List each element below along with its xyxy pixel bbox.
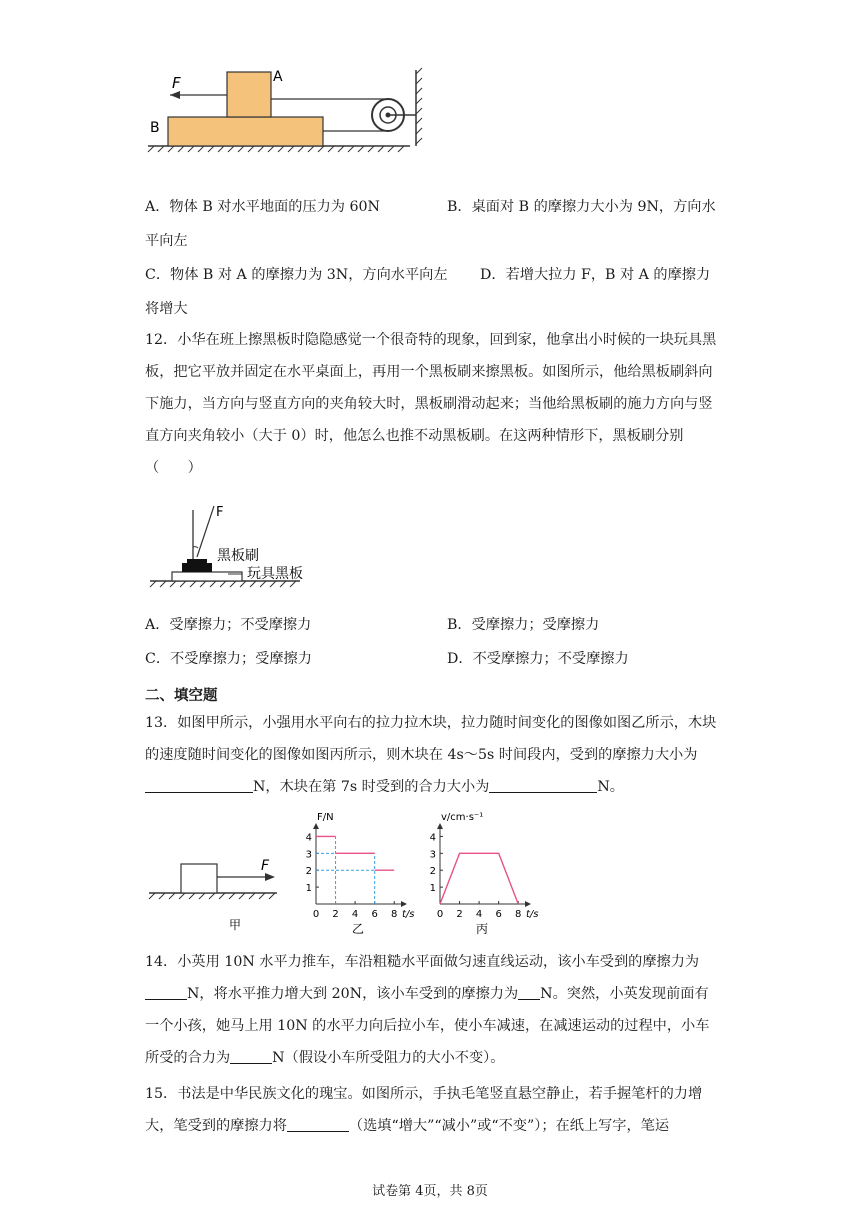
q15-question [145, 1078, 720, 1142]
q11-option-b: B．桌面对 B 的摩擦力大小为 9N，方向水 [447, 199, 716, 215]
q15-text-1: 15．书法是中华民族文化的瑰宝。如图所示，手执毛笔竖直悬空静止，若手握笔杆的力增大，笔受到的摩擦力将 [145, 1086, 703, 1134]
brush-base [182, 563, 212, 572]
y-tick-label: 1 [305, 883, 312, 895]
toy-blackboard [172, 572, 242, 581]
fig13-caption-jia: 甲 [229, 918, 242, 932]
x-tick-label: 0 [436, 909, 444, 920]
y-tick-label: 2 [429, 866, 436, 878]
q11-option-b-cont: 平向左 [145, 233, 188, 249]
q14-text-2: N，将水平推力增大到 20N，该小车受到的摩擦力为 [187, 986, 519, 1002]
chart-caption: 乙 [351, 922, 365, 936]
q14-question [145, 946, 720, 1074]
x-axis-arrow [401, 901, 407, 907]
x-tick-label: 6 [495, 909, 502, 920]
y-axis-label: F/N [317, 812, 334, 823]
q15-text-2: （选填“增大”“减小”或“不变”）；在纸上写字，笔运 [348, 1118, 670, 1134]
x-tick-label: 4 [475, 909, 483, 920]
x-tick-label: 2 [332, 909, 339, 920]
x-axis-label: t/s [526, 909, 539, 920]
q15-blank-1[interactable] [287, 1115, 349, 1132]
page-footer: 试卷第 4页，共 8页 [372, 1184, 488, 1199]
q13-text-1: 13．如图甲所示，小强用水平向右的拉力拉木块，拉力随时间变化的图像如图乙所示，木块的速度随时间变化的图像如图丙所示，则木块在 4s～5s 时间段内，受到的摩擦力大小为 [145, 715, 717, 763]
q11-option-d: D．若增大拉力 F，B 对 A 的摩擦力 [480, 267, 711, 283]
fig12-label-f: F [216, 505, 224, 520]
label-b: B [150, 120, 160, 136]
q14-blank-2[interactable] [518, 983, 540, 1000]
section-heading: 二、填空题 [145, 688, 218, 704]
chart-caption: 丙 [475, 922, 489, 936]
q14-text-3: N。突然，小英发现前面有一个小孩，她马上用 10N 的水平力向后拉小车，使小车减速，在减速运动的过程中，小车所受的合力为 [145, 986, 710, 1066]
q12-figure [150, 502, 330, 592]
y-axis-arrow [313, 823, 319, 829]
q14-blank-1[interactable] [145, 983, 187, 1000]
x-tick-label: 2 [456, 909, 463, 920]
fig12-label-brush: 黑板刷 [217, 548, 259, 564]
q13-chart-bing [424, 812, 539, 936]
y-tick-label: 4 [429, 832, 436, 844]
fig13-label-f: F [261, 858, 270, 874]
y-axis-label: v/cm·s⁻¹ [441, 812, 484, 823]
block-a [227, 72, 271, 117]
label-a: A [273, 69, 283, 85]
label-f: F [172, 74, 181, 92]
q12-option-d: D．不受摩擦力；不受摩擦力 [447, 651, 629, 667]
series-line [440, 853, 518, 904]
q13-blank-1[interactable] [145, 776, 253, 793]
q13-blank-2[interactable] [489, 776, 597, 793]
q13-figure-jia [145, 855, 285, 935]
y-tick-label: 3 [429, 849, 436, 861]
x-tick-label: 0 [312, 909, 320, 920]
q13-chart-yi [300, 812, 415, 936]
x-tick-label: 4 [351, 909, 359, 920]
q11-figure [140, 60, 440, 160]
x-tick-label: 6 [371, 909, 378, 920]
q13-text-3: N。 [597, 779, 624, 795]
fig12-label-board: 玩具黑板 [247, 566, 303, 582]
x-tick-label: 8 [391, 909, 398, 920]
q12-option-a: A．受摩擦力；不受摩擦力 [145, 617, 312, 633]
block-b [168, 117, 323, 146]
q13-text-2: N，木块在第 7s 时受到的合力大小为 [253, 779, 490, 795]
x-axis-label: t/s [402, 909, 415, 920]
q11-option-a: A．物体 B 对水平地面的压力为 60N [145, 199, 380, 215]
q12-question: 12．小华在班上擦黑板时隐隐感觉一个很奇特的现象，回到家，他拿出小时候的一块玩具黑板，把它平放并固定在水平桌面上，再用一个黑板刷来擦黑板。如图所示，他给黑板刷斜向下施力，当方向与竖直方向的夹角较大时，黑板刷滑动起来；当他给黑板刷的施力方向与竖直方向夹角较小（大于 0）时，他怎么也推不动黑板刷。在这两种情形下，黑板刷分别（ ） [145, 332, 717, 476]
q12-option-b: B．受摩擦力；受摩擦力 [447, 617, 600, 633]
q11-option-d-cont: 将增大 [145, 301, 188, 317]
y-tick-label: 2 [305, 866, 312, 878]
q12-option-c: C．不受摩擦力；受摩擦力 [145, 651, 312, 667]
q11-option-c: C．物体 B 对 A 的摩擦力为 3N，方向水平向左 [145, 267, 448, 283]
q14-blank-3[interactable] [230, 1047, 272, 1064]
q14-text-1: 14．小英用 10N 水平力推车，车沿粗糙水平面做匀速直线运动，该小车受到的摩擦力为 [145, 954, 700, 970]
x-tick-label: 8 [515, 909, 522, 920]
y-tick-label: 1 [429, 883, 436, 895]
y-tick-label: 4 [305, 832, 312, 844]
q13-question [145, 707, 720, 803]
x-axis-arrow [525, 901, 531, 907]
wood-block [181, 864, 217, 893]
y-axis-arrow [437, 823, 443, 829]
y-tick-label: 3 [305, 849, 312, 861]
q14-text-4: N（假设小车所受阻力的大小不变）。 [272, 1050, 505, 1066]
